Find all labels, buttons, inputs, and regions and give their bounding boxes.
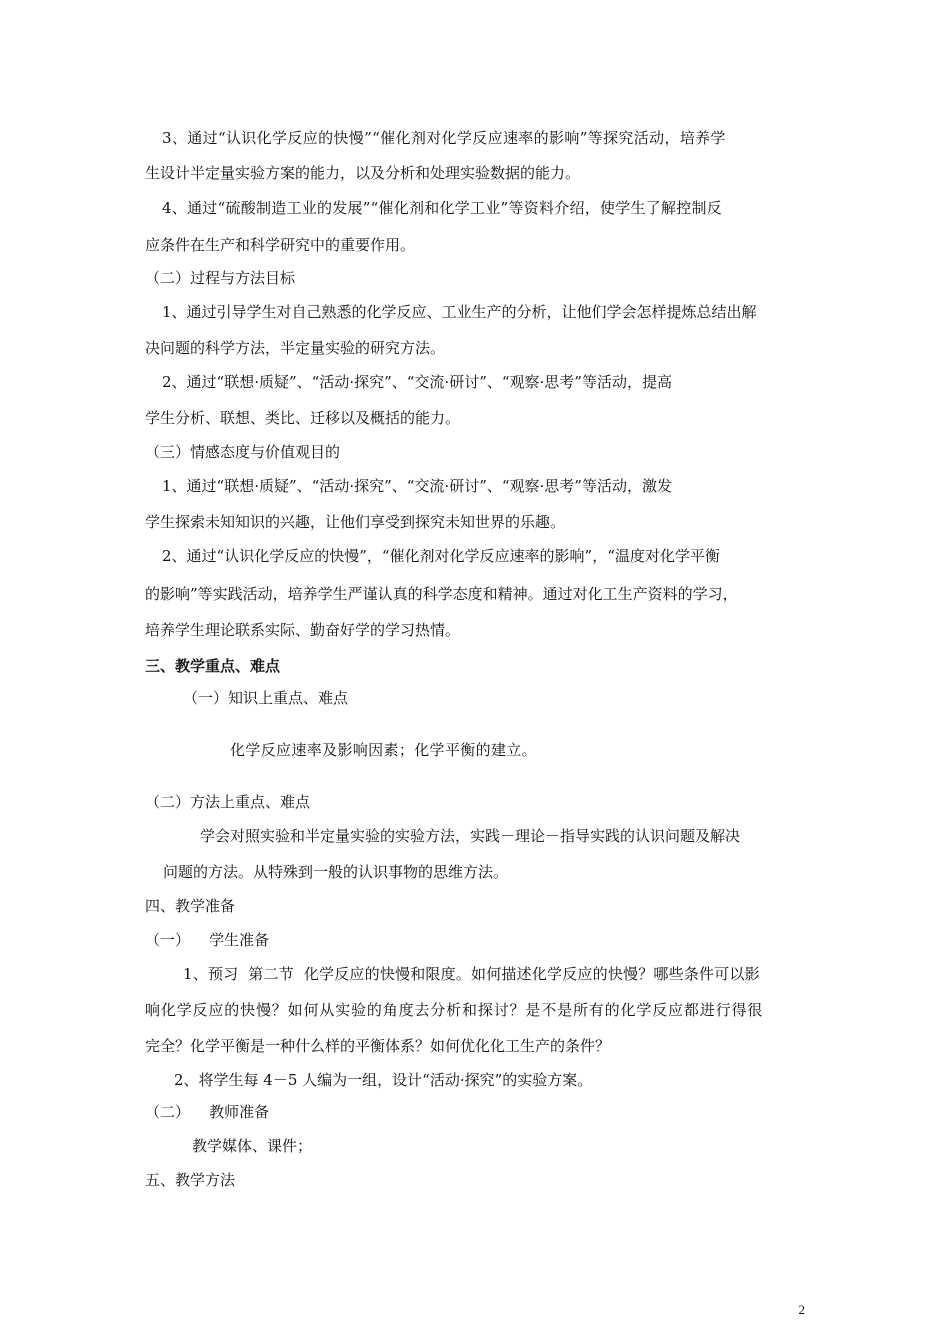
text-line: 完全？化学平衡是一种什么样的平衡体系？如何优化化工生产的条件？ <box>145 1037 611 1055</box>
text-line: 1、通过“联想·质疑”、“活动·探究”、“交流·研讨”、“观察·思考”等活动，激发 <box>162 477 672 495</box>
heading-preparation: 四、教学准备 <box>145 897 236 915</box>
text-line: 1、预习 第二节 化学反应的快慢和限度。如何描述化学反应的快慢？哪些条件可以影 <box>183 965 760 983</box>
text-line: 决问题的科学方法，半定量实验的研究方法。 <box>145 339 446 357</box>
text-line: 2、将学生每 4－5 人编为一组，设计“活动·探究”的实验方案。 <box>174 1071 593 1089</box>
text-line: 学会对照实验和半定量实验的实验方法，实践－理论－指导实践的认识问题及解决 <box>200 827 741 845</box>
text-line: 问题的方法。从特殊到一般的认识事物的思维方法。 <box>163 863 509 881</box>
text-line: 学生分析、联想、类比、迁移以及概括的能力。 <box>145 409 461 427</box>
text-line: 3、通过“认识化学反应的快慢”“催化剂对化学反应速率的影响”等探究活动，培养学 <box>162 129 726 147</box>
text-line: 应条件在生产和科学研究中的重要作用。 <box>145 236 416 254</box>
heading-methods: 五、教学方法 <box>145 1171 236 1189</box>
text-line: 4、通过“硫酸制造工业的发展”“催化剂和化学工业”等资料介绍，使学生了解控制反 <box>162 199 722 217</box>
text-line: 响化学反应的快慢？如何从实验的角度去分析和探讨？是不是所有的化学反应都进行得很 <box>145 1001 764 1019</box>
text-line: 的影响”等实践活动，培养学生严谨认真的科学态度和精神。通过对化工生产资料的学习， <box>145 585 738 603</box>
text-line: 教学媒体、课件； <box>192 1137 313 1155</box>
text-line: 1、通过引导学生对自己熟悉的化学反应、工业生产的分析，让他们学会怎样提炼总结出解 <box>162 303 757 321</box>
section-heading: （二） 教师准备 <box>145 1103 270 1121</box>
text-line: 培养学生理论联系实际、勤奋好学的学习热情。 <box>145 621 461 639</box>
section-heading: （三）情感态度与价值观目的 <box>145 443 341 461</box>
text-line: 学生探索未知知识的兴趣，让他们享受到探究未知世界的乐趣。 <box>145 513 566 531</box>
section-heading: （一）知识上重点、难点 <box>183 689 349 707</box>
section-heading: （一） 学生准备 <box>145 931 270 949</box>
text-line: 2、通过“联想·质疑”、“活动·探究”、“交流·研讨”、“观察·思考”等活动，提高 <box>162 373 672 391</box>
text-line: 2、通过“认识化学反应的快慢”，“催化剂对化学反应速率的影响”，“温度对化学平衡 <box>162 547 720 565</box>
page-number: 2 <box>798 1302 805 1317</box>
text-line: 生设计半定量实验方案的能力，以及分析和处理实验数据的能力。 <box>145 164 581 182</box>
heading-key-points: 三、教学重点、难点 <box>145 657 281 675</box>
section-heading: （二）方法上重点、难点 <box>145 793 311 811</box>
text-line: 化学反应速率及影响因素；化学平衡的建立。 <box>230 741 538 759</box>
section-heading: （二）过程与方法目标 <box>145 269 296 287</box>
